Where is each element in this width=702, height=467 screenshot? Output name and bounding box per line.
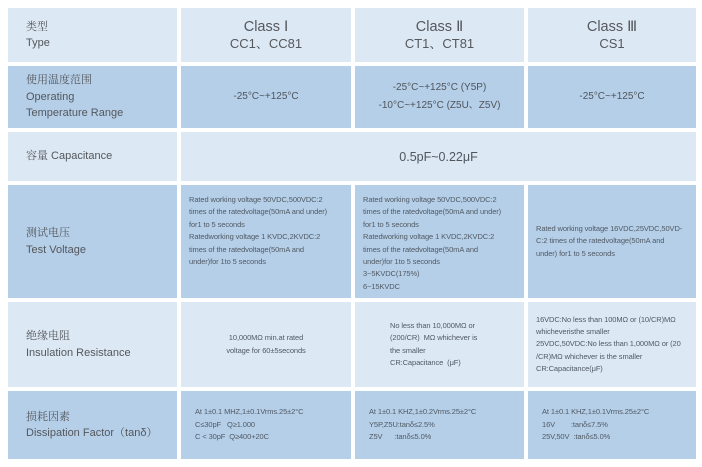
header-type-label: 类型 Type (8, 8, 177, 62)
class3-title: Class Ⅲ (586, 18, 638, 35)
class2-models: CT1、CT81 (404, 35, 475, 51)
cell-operating-temperature-class1: -25°C~+125°C (181, 66, 351, 128)
row-label-dissipation-factor: 损耗因素 Dissipation Factor（tanδ） (8, 391, 177, 459)
row-label-operating-temperature: 使用温度范围 Operating Temperature Range (8, 66, 177, 128)
header-class3-cell (528, 8, 696, 62)
cell-insulation-resistance-class1: 10,000MΩ min.at rated voltage for 60±5seconds (181, 302, 351, 387)
cell-dissipation-factor-class2: At 1±0.1 KHZ,1±0.2Vrms.25±2°C Y5P,Z5U:tanδ≤2.5% Z5V :tanδ≤5.0% (355, 391, 524, 459)
capacitor-spec-table (8, 8, 696, 459)
row-label-insulation-resistance: 绝缘电阻 Insulation Resistance (8, 302, 177, 387)
class1-models: CC1、CC81 (229, 35, 303, 51)
cell-test-voltage-class3: Rated working voltage 16VDC,25VDC,50VD- C:2 times of the ratedvoltage(50mA and under) for1 to 5 seconds (528, 185, 696, 298)
row-label-test-voltage: 测试电压 Test Voltage (8, 185, 177, 298)
class3-models: CS1 (599, 35, 625, 51)
cell-test-voltage-class1: Rated working voltage 50VDC,500VDC:2 times of the ratedvoltage(50mA and under) for1 to 5 seconds Ratedworking voltage 1 KVDC,2KVDC:2 times of the ratedvoltage(50mA and under)for 1to 5 seconds (181, 185, 351, 298)
cell-capacitance-range: 0.5pF~0.22μF (181, 132, 696, 181)
class1-title: Class Ⅰ (243, 18, 289, 35)
cell-operating-temperature-class3: -25°C~+125°C (528, 66, 696, 128)
class2-title: Class Ⅱ (415, 18, 464, 35)
header-class2-cell (355, 8, 524, 62)
cell-insulation-resistance-class2: No less than 10,000MΩ or (200/CR) MΩ whichever is the smaller CR:Capacitance (μF) (355, 302, 524, 387)
row-label-capacitance: 容量 Capacitance (8, 132, 177, 181)
cell-insulation-resistance-class3: 16VDC:No less than 100MΩ or (10/CR)MΩ whicheveristhe smaller 25VDC,50VDC:No less than 1,000MΩ or (20 /CR)MΩ whichever is the smaller CR:Capacitance(μF) (528, 302, 696, 387)
header-class1-cell (181, 8, 351, 62)
cell-dissipation-factor-class1: At 1±0.1 MHZ,1±0.1Vrms.25±2°C C≤30pF Q≥1.000 C < 30pF Q≥400+20C (181, 391, 351, 459)
cell-dissipation-factor-class3: At 1±0.1 KHZ,1±0.1Vrms.25±2°C 16V :tanδ≤7.5% 25V,50V :tanδ≤5.0% (528, 391, 696, 459)
cell-test-voltage-class2: Rated working voltage 50VDC,500VDC:2 times of the ratedvoltage(50mA and under) for1 to 5 seconds Ratedworking voltage 1 KVDC,2KVDC:2 times of the ratedvoltage(50mA and under)for 1to 5 seconds 3~5KVDC(175%) 6~15KVDC (355, 185, 524, 298)
cell-operating-temperature-class2: -25°C~+125°C (Y5P) -10°C~+125°C (Z5U、Z5V) (355, 66, 524, 128)
